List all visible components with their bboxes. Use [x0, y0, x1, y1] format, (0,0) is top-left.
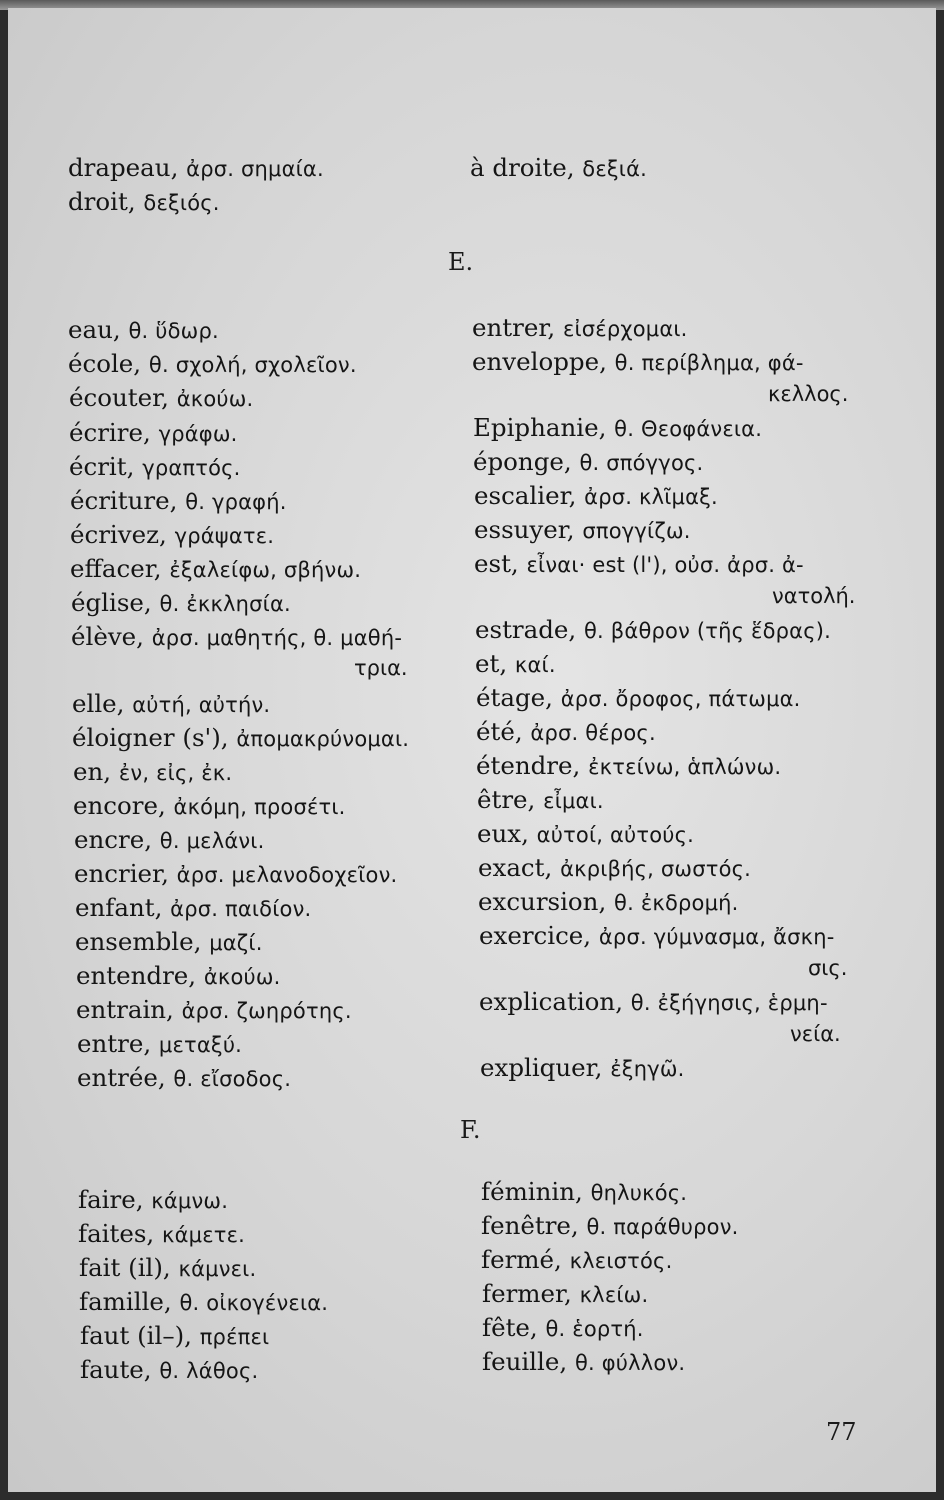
entry-ensemble: ensemble, μαζί. [75, 927, 263, 956]
entry-droit: droit, δεξιός. [68, 187, 220, 216]
section-letter-f: F. [460, 1116, 481, 1144]
entry-faire: faire, κάμνω. [78, 1185, 229, 1214]
entry-estrade: estrade, θ. βάθρον (τῆς ἕδρας). [475, 615, 831, 644]
entry-faute: faute, θ. λάθος. [80, 1355, 259, 1384]
entry-eau: eau, θ. ὕδωρ. [68, 315, 219, 344]
entry-etendre: étendre, ἐκτείνω, ἁπλώνω. [476, 751, 782, 780]
entry-etre: être, εἶμαι. [477, 785, 604, 814]
entry-escalier: escalier, ἀρσ. κλῖμαξ. [474, 481, 718, 510]
book-page [8, 8, 936, 1492]
entry-essuyer: essuyer, σπογγίζω. [474, 515, 691, 544]
entry-etage: étage, ἀρσ. ὄροφος, πάτωμα. [476, 683, 801, 712]
entry-et: et, καί. [475, 649, 556, 678]
entry-fait: fait (il), κάμνει. [79, 1253, 257, 1282]
entry-eponge: éponge, θ. σπόγγος. [473, 447, 704, 476]
entry-eleve: élève, ἀρσ. μαθητής, θ. μαθή- [71, 622, 403, 651]
entry-feuille: feuille, θ. φύλλον. [482, 1347, 686, 1376]
entry-elle: elle, αὐτή, αὐτήν. [72, 689, 271, 718]
entry-entendre: entendre, ἀκούω. [76, 961, 281, 990]
entry-exercice-continuation: σις. [808, 956, 848, 980]
entry-effacer: effacer, ἐξαλείφω, σβήνω. [70, 554, 362, 583]
entry-famille: famille, θ. οἰκογένεια. [79, 1287, 329, 1316]
page-number: 77 [826, 1418, 857, 1446]
entry-ecrire: écrire, γράφω. [69, 418, 238, 447]
entry-drapeau: drapeau, ἀρσ. σημαία. [68, 153, 324, 182]
entry-excursion: excursion, θ. ἐκδρομή. [478, 887, 739, 916]
entry-fete: fête, θ. ἑορτή. [482, 1313, 644, 1342]
entry-faut: faut (il–), πρέπει [80, 1321, 270, 1350]
entry-ferme: fermé, κλειστός. [481, 1245, 673, 1274]
entry-ecouter: écouter, ἀκούω. [69, 383, 254, 412]
entry-explication-continuation: νεία. [790, 1022, 841, 1046]
entry-exact: exact, ἀκριβής, σωστός. [478, 853, 752, 882]
entry-eux: eux, αὐτοί, αὐτούς. [477, 819, 695, 848]
entry-explication: explication, θ. ἐξήγησις, ἑρμη- [479, 987, 828, 1016]
entry-enveloppe-continuation: κελλος. [768, 382, 849, 406]
section-letter-e: E. [448, 248, 474, 276]
entry-ecrit: écrit, γραπτός. [69, 452, 241, 481]
entry-enfant: enfant, ἀρσ. παιδίον. [75, 893, 312, 922]
entry-a-droite: à droite, δεξιά. [470, 153, 648, 182]
entry-exercice: exercice, ἀρσ. γύμνασμα, ἄσκη- [479, 921, 835, 950]
entry-eloigner: éloigner (s'), ἀπομακρύνομαι. [72, 723, 410, 752]
entry-fermer: fermer, κλείω. [482, 1279, 649, 1308]
entry-eleve-continuation: τρια. [354, 656, 408, 680]
entry-est-continuation: νατολή. [772, 584, 856, 608]
entry-encre: encre, θ. μελάνι. [74, 825, 265, 854]
entry-eglise: église, θ. ἐκκλησία. [71, 588, 291, 617]
entry-expliquer: expliquer, ἐξηγῶ. [480, 1053, 685, 1082]
entry-fenetre: fenêtre, θ. παράθυρον. [481, 1211, 739, 1240]
entry-encrier: encrier, ἀρσ. μελανοδοχεῖον. [74, 859, 398, 888]
entry-en: en, ἐν, εἰς, ἐκ. [73, 757, 233, 786]
entry-ecrivez: écrivez, γράψατε. [70, 520, 275, 549]
entry-entrer: entrer, εἰσέρχομαι. [472, 313, 688, 342]
entry-entree: entrée, θ. εἴσοδος. [77, 1063, 292, 1092]
entry-enveloppe: enveloppe, θ. περίβλημα, φά- [472, 347, 804, 376]
entry-entre: entre, μεταξύ. [77, 1029, 243, 1058]
entry-ecole: école, θ. σχολή, σχολεῖον. [68, 349, 357, 378]
entry-ete: été, ἀρσ. θέρος. [476, 717, 656, 746]
entry-encore: encore, ἀκόμη, προσέτι. [73, 791, 346, 820]
entry-faites: faites, κάμετε. [78, 1219, 246, 1248]
entry-est: est, εἶναι· est (l'), οὐσ. ἀρσ. ἀ- [474, 549, 804, 578]
entry-ecriture: écriture, θ. γραφή. [70, 486, 287, 515]
entry-entrain: entrain, ἀρσ. ζωηρότης. [76, 995, 352, 1024]
entry-epiphanie: Epiphanie, θ. Θεοφάνεια. [473, 413, 763, 442]
entry-feminin: féminin, θηλυκός. [481, 1177, 688, 1206]
